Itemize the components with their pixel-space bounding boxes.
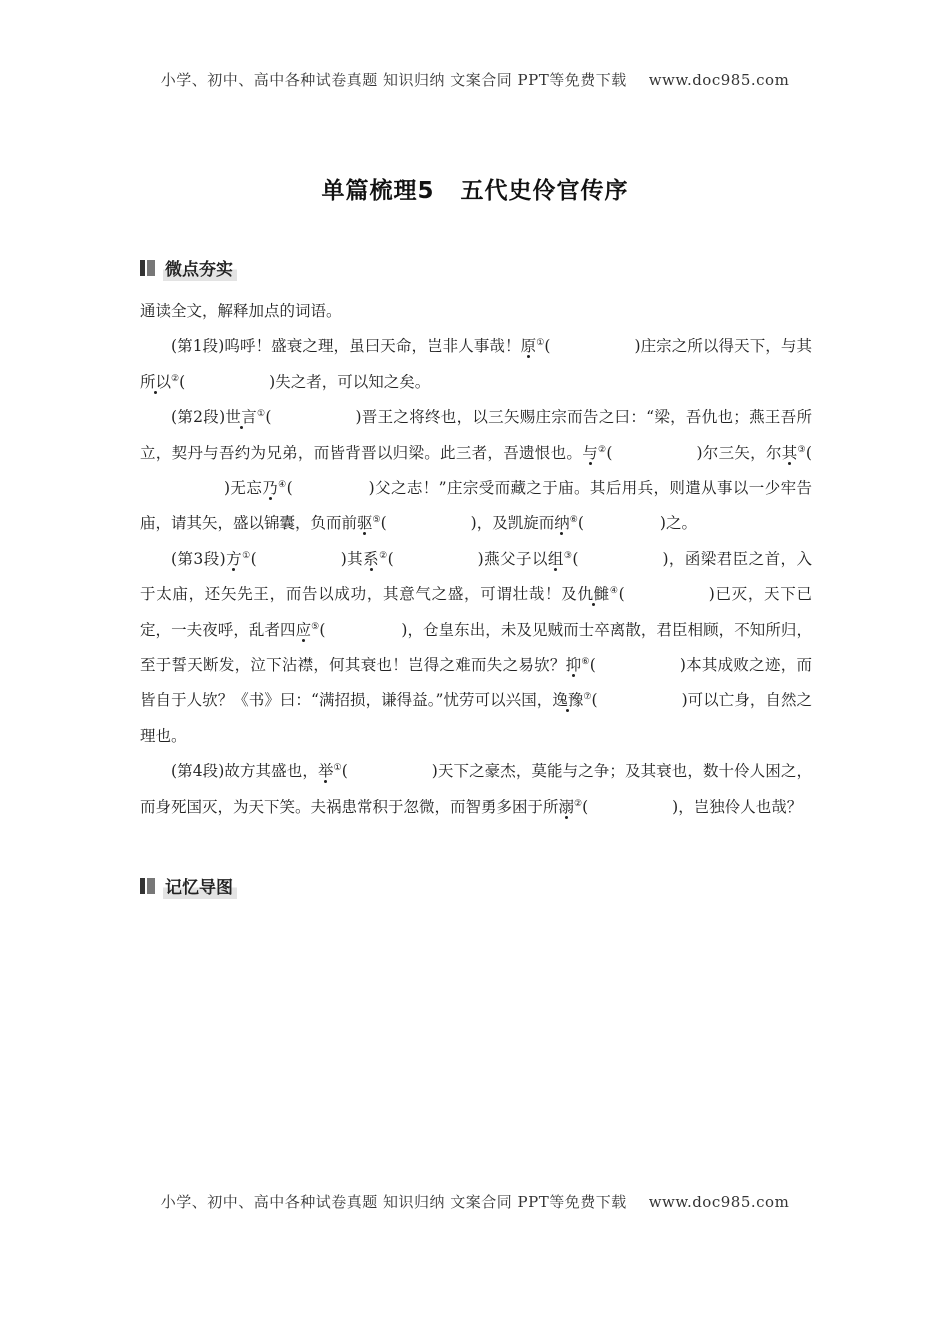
text: )天下之豪杰，莫能与之争；及其衰也，数十伶人困之，而身死国灭，为天下笑。夫祸患常积于忽微，而智勇多困于所	[140, 762, 812, 816]
text: (第4段)故方其盛也，	[171, 762, 318, 781]
text: (	[380, 514, 387, 533]
text: (	[591, 691, 598, 710]
text: )失之者，可以知之矣。	[269, 372, 431, 391]
exercise-content	[140, 294, 812, 825]
dotted-word: 仇雠	[577, 585, 610, 604]
dotted-word: 纳	[554, 514, 570, 533]
note-number: ②	[598, 444, 607, 455]
header-url[interactable]: www.doc985.com	[648, 71, 790, 89]
text: (第1段)呜呼！盛衰之理，虽曰天命，岂非人事哉！	[171, 337, 521, 356]
text: (	[582, 797, 589, 816]
text: )庄宗之所以得天下，与其	[634, 337, 812, 356]
text: )无忘	[224, 479, 263, 498]
note-number: ⑦	[583, 692, 592, 703]
note-number: ④	[278, 480, 287, 491]
note-number: ②	[379, 550, 388, 561]
dotted-word: 举	[317, 762, 334, 781]
dotted-word: 驱	[357, 514, 373, 533]
note-number: ①	[536, 338, 545, 349]
text: )燕父子以	[477, 549, 548, 568]
title-part2: 五代史伶官传序	[460, 178, 629, 204]
note-number: ①	[257, 409, 266, 420]
text: )本其成败之迹，而皆自于人欤？《书》曰：“满招损，谦得益。”忧劳可以兴国，	[140, 656, 812, 710]
footer-url[interactable]: www.doc985.com	[648, 1193, 790, 1211]
text: (	[544, 337, 551, 356]
dotted-word: 世言	[225, 408, 258, 427]
paragraph-1	[140, 329, 812, 400]
text: )其	[340, 549, 364, 568]
note-number: ④	[609, 586, 619, 597]
title-part1: 单篇梳理5	[321, 178, 435, 204]
text: (	[618, 585, 625, 604]
note-number: ①	[333, 763, 342, 774]
dotted-word: 系	[363, 549, 380, 568]
text: )尔三矢，尔	[696, 443, 782, 462]
paragraph-4	[140, 754, 812, 825]
text: (	[341, 762, 348, 781]
text: (	[577, 514, 584, 533]
text: )，及凯旋而	[470, 514, 555, 533]
text: )可以亡身，自然之理也。	[140, 691, 812, 745]
dotted-word: 原	[520, 337, 537, 356]
paragraph-2	[140, 400, 812, 542]
dotted-word: 应	[295, 620, 312, 639]
section-marker-icon	[140, 258, 160, 278]
note-number: ⑤	[311, 621, 320, 632]
text: (	[572, 549, 579, 568]
dotted-word: 所以	[140, 372, 172, 391]
dotted-word: 其	[781, 443, 798, 462]
paragraph-3	[140, 542, 812, 754]
dotted-word: 逸豫	[552, 691, 584, 710]
text: )，函梁君臣之首，入于太庙，还矢先王，而告以成功，其意气之盛，可谓壮哉！及	[140, 549, 812, 604]
text: )已灭，天下已定，一夫夜呼，乱者四	[140, 585, 812, 639]
footer-text: 小学、初中、高中各种试卷真题 知识归纳 文案合同 PPT等免费下载	[160, 1193, 627, 1211]
note-number: ⑥	[581, 657, 590, 668]
text: )父之志！”庄宗受而藏之于庙。其后用兵，则遣从事以一少牢告庙，请其矢，盛以锦囊，负而前	[140, 479, 812, 533]
dotted-word: 乃	[262, 479, 279, 498]
section-label: 记忆导图	[163, 873, 237, 899]
text: )，岂独伶人也哉？	[672, 797, 803, 816]
text: (	[589, 656, 596, 675]
text: (第2段)	[171, 408, 226, 427]
text: (	[387, 549, 394, 568]
text: )，仓皇东出，未及见贼而士卒离散，君臣相顾，不知所归，至于誓天断发，泣下沾襟，何其衰也！岂得之难而失之易欤？	[140, 620, 812, 675]
page-header	[0, 69, 950, 90]
header-text: 小学、初中、高中各种试卷真题 知识归纳 文案合同 PPT等免费下载	[160, 71, 627, 89]
note-number: ②	[574, 798, 583, 809]
dotted-word: 组	[547, 549, 564, 568]
text: (	[265, 408, 272, 427]
dotted-word: 溺	[558, 797, 575, 816]
section-label: 微点夯实	[163, 255, 237, 281]
note-number: ①	[242, 550, 251, 561]
text: )晋王之将终也，以三矢赐庄宗而告之曰：“梁，吾仇也；燕王吾所立，契丹与吾约为兄弟，而皆背晋以归梁。此三者，吾遗恨也。	[140, 408, 812, 462]
section-heading-weidian	[140, 257, 237, 279]
note-number: ③	[563, 550, 573, 561]
page-footer	[0, 1191, 950, 1212]
dotted-word: 抑	[565, 656, 582, 675]
section-heading-mindmap	[140, 875, 237, 897]
section-marker-icon	[140, 876, 160, 896]
text: (	[286, 479, 293, 498]
dotted-word: 与	[582, 443, 598, 462]
dotted-word: 方	[225, 549, 243, 568]
text: (第3段)	[171, 549, 226, 568]
text: )之。	[659, 514, 697, 533]
text: (	[805, 443, 812, 462]
note-number: ⑤	[372, 515, 381, 526]
note-number: ②	[171, 373, 180, 384]
text: (	[319, 620, 326, 639]
text: (	[179, 372, 186, 391]
note-number: ③	[797, 444, 806, 455]
instruction: 通读全文，解释加点的词语。	[140, 302, 342, 320]
note-number: ⑥	[569, 515, 578, 526]
page-title	[0, 172, 950, 205]
text: (	[606, 443, 613, 462]
text: (	[250, 549, 257, 568]
